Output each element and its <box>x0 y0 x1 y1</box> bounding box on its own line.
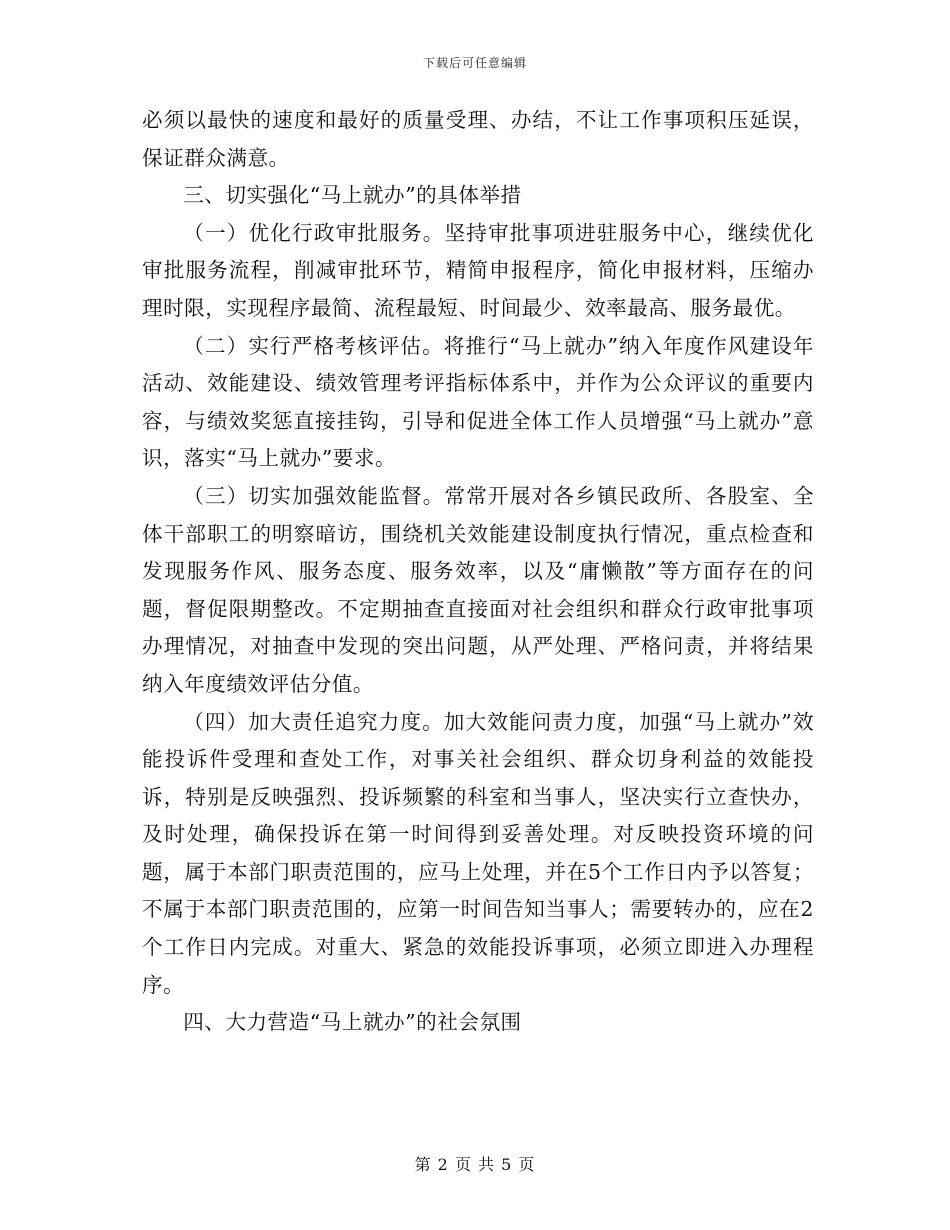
paragraph-item-3: （三）切实加强效能监督。常常开展对各乡镇民政所、各股室、全体干部职工的明察暗访，围绕机关效能建设制度执行情况，重点检查和发现服务作风、服务态度、服务效率，以及“庸懒散”等方面存在的问题，督促限期整改。不定期抽查直接面对社会组织和群众行政审批事项办理情况，对抽查中发现的突出问题，从严处理、严格问责，并将结果纳入年度绩效评估分值。 <box>142 483 814 696</box>
page-header-note: 下载后可任意编辑 <box>422 56 527 70</box>
section-heading-4: 四、大力营造“马上就办”的社会氛围 <box>183 1010 522 1035</box>
paragraph-item-4: （四）加大责任追究力度。加大效能问责力度，加强“马上就办”效能投诉件受理和查处工作，对事关社会组织、群众切身利益的效能投诉，特别是反映强烈、投诉频繁的科室和当事人，坚决实行立查快办，及时处理，确保投诉在第一时间得到妥善处理。对反映投资环境的问题，属于本部门职责范围的，应马上处理，并在5个工作日内予以答复；不属于本部门职责范围的，应第一时间告知当事人；需要转办的，应在2个工作日内完成。对重大、紧急的效能投诉事项，必须立即进入办理程序。 <box>142 709 814 997</box>
paragraph-continuation: 必须以最快的速度和最好的质量受理、办结，不让工作事项积压延误，保证群众满意。 <box>142 108 814 170</box>
paragraph-item-1: （一）优化行政审批服务。坚持审批事项进驻服务中心，继续优化审批服务流程，削减审批环节，精简申报程序，简化申报材料，压缩办理时限，实现程序最简、流程最短、时间最少、效率最高、服务最优。 <box>142 220 814 320</box>
page-number-footer: 第 2 页 共 5 页 <box>414 1155 536 1174</box>
document-body <box>142 102 814 1042</box>
paragraph-item-2: （二）实行严格考核评估。将推行“马上就办”纳入年度作风建设年活动、效能建设、绩效管理考评指标体系中，并作为公众评议的重要内容，与绩效奖惩直接挂钩，引导和促进全体工作人员增强“马上就办”意识，落实“马上就办”要求。 <box>142 333 814 471</box>
section-heading-3: 三、切实强化“马上就办”的具体举措 <box>183 183 522 208</box>
